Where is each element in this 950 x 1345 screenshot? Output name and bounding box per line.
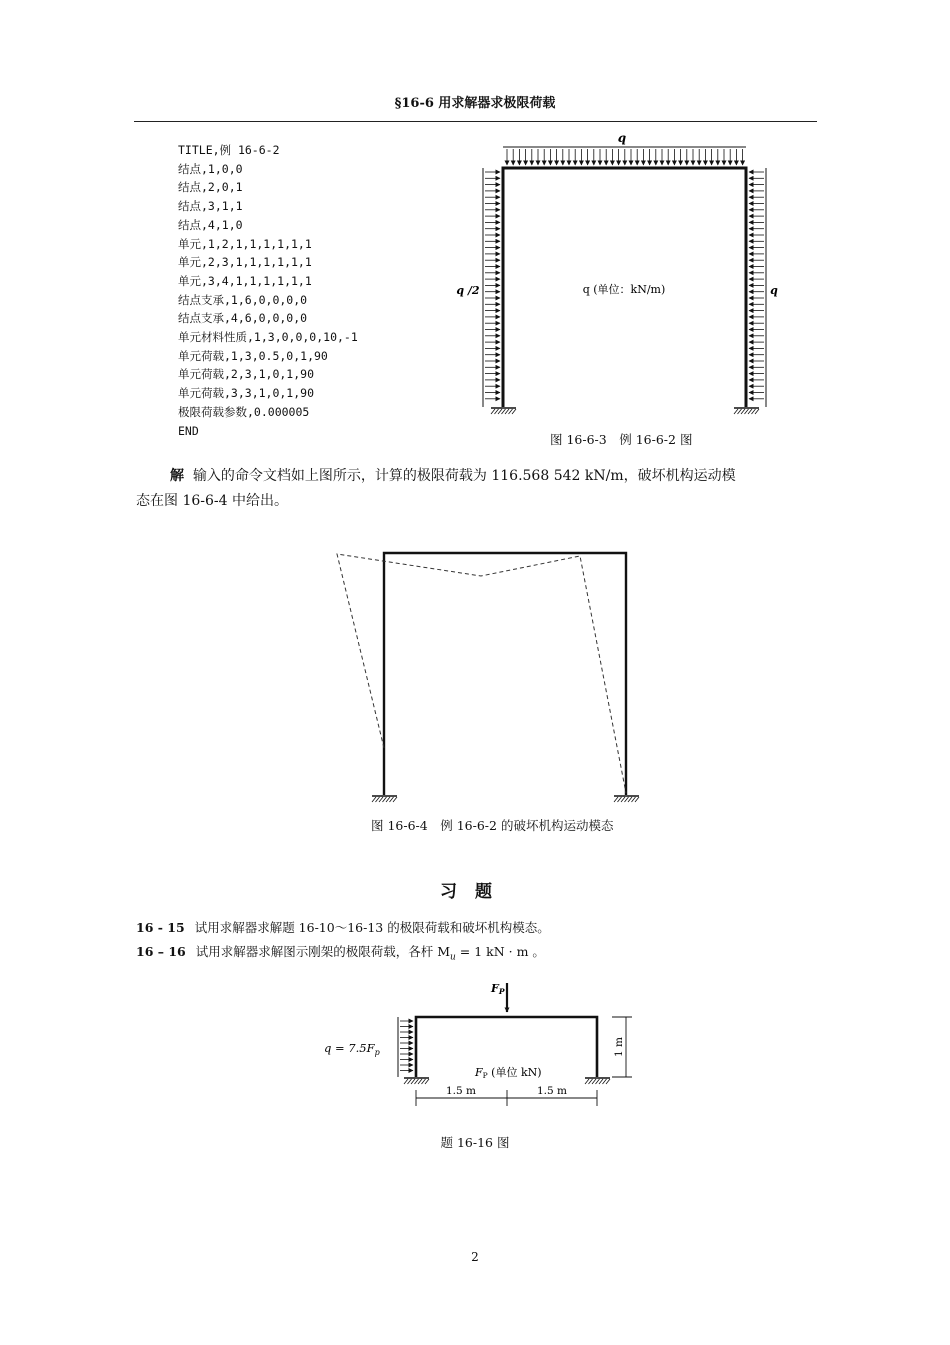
exercises-title: 习题 [440, 882, 510, 902]
figure-16-16 [324, 982, 632, 1106]
code-line: 单元荷载,2,3,1,0,1,90 [178, 367, 315, 382]
code-line: 单元荷载,1,3,0.5,0,1,90 [178, 348, 328, 363]
label-q-half: q /2 [456, 284, 480, 297]
code-line: 单元,2,3,1,1,1,1,1,1 [178, 255, 312, 270]
support-hatch [614, 797, 618, 802]
solution-text-2: 态在图 16-6-4 中给出。 [136, 493, 288, 509]
code-line: 结点,1,0,0 [178, 161, 243, 176]
support-hatch [502, 409, 506, 414]
support-hatch [748, 409, 752, 414]
solution-text-1: 输入的命令文档如上图所示，计算的极限荷载为 116.568 542 kN/m，破坏机构运动模 [192, 468, 736, 484]
exercise-16-16 [136, 942, 545, 963]
q-label: $q = 7.5F_p$ [324, 1041, 380, 1057]
support-hatch [738, 409, 742, 414]
support-hatch [752, 409, 756, 414]
support-hatch [589, 1079, 593, 1084]
support-hatch [383, 797, 387, 802]
support-hatch [632, 797, 636, 802]
point-load-label: FP [491, 982, 505, 996]
dim-left: 1.5 m [446, 1085, 476, 1097]
solution-paragraph [136, 464, 816, 514]
support-hatch [393, 797, 397, 802]
support-hatch [372, 797, 376, 802]
exercise-number: 16 - 15 [136, 920, 185, 935]
header-rule [134, 121, 817, 122]
unit-label: FP (单位 kN) [475, 1066, 542, 1080]
support-hatch [755, 409, 759, 414]
figure-16-6-4 [337, 553, 639, 802]
exercise-text: 试用求解器求解题 16-10～16-13 的极限荷载和破坏机构模态。 [194, 920, 550, 935]
support-hatch [625, 797, 629, 802]
figure-16-6-4-caption: 图 16-6-4 例 16-6-2 的破坏机构运动模态 [371, 818, 614, 833]
support-hatch [390, 797, 394, 802]
support-hatch [628, 797, 632, 802]
code-line: 单元,3,4,1,1,1,1,1,1 [178, 273, 312, 288]
fixed-support-right-fig1 [734, 408, 759, 414]
exercise-text: 试用求解器求解图示刚架的极限荷载，各杆 M [195, 944, 451, 959]
distributed-load-arrows [485, 149, 764, 399]
support-hatch [379, 797, 383, 802]
code-line: 单元材料性质,1,3,0,0,0,10,-1 [178, 330, 358, 345]
support-hatch [495, 409, 499, 414]
support-hatch [408, 1079, 412, 1084]
support-hatch [734, 409, 738, 414]
original-frame [384, 553, 626, 795]
support-hatch [386, 797, 390, 802]
frame-fig3 [416, 1017, 597, 1077]
support-hatch [745, 409, 749, 414]
code-line: END [178, 423, 199, 438]
code-line: 结点,2,0,1 [178, 180, 243, 195]
code-line: 单元,1,2,1,1,1,1,1,1 [178, 236, 312, 251]
code-line: 结点支承,1,6,0,0,0,0 [178, 292, 308, 307]
dim-height: 1 m [613, 1037, 625, 1057]
command-listing [178, 141, 358, 440]
support-hatch [425, 1079, 429, 1084]
figure-16-6-3-caption: 图 16-6-3 例 16-6-2 图 [550, 432, 693, 447]
running-header: §16-6 用求解器求极限荷载 [394, 96, 556, 111]
exercise-16-15 [136, 918, 550, 936]
support-hatch [603, 1079, 607, 1084]
code-line: 结点,4,1,0 [178, 217, 243, 232]
support-hatch [509, 409, 513, 414]
support-hatch [618, 797, 622, 802]
dimension-lines [416, 1017, 632, 1106]
support-hatch [404, 1079, 408, 1084]
code-line: TITLE,例 16-6-2 [178, 143, 280, 157]
exercise-number: 16 – 16 [136, 944, 186, 959]
support-hatch [498, 409, 502, 414]
solution-lead: 解 [170, 468, 184, 484]
support-hatch [596, 1079, 600, 1084]
support-hatch [635, 797, 639, 802]
support-hatch [376, 797, 380, 802]
support-hatch [592, 1079, 596, 1084]
support-hatch [741, 409, 745, 414]
support-hatch [411, 1079, 415, 1084]
support-hatch [621, 797, 625, 802]
fixed-support-left-fig1 [491, 408, 516, 414]
code-line: 结点,3,1,1 [178, 199, 243, 214]
exercise-tail: = 1 kN · m 。 [455, 944, 545, 959]
support-hatch [599, 1079, 603, 1084]
exercise-subscript: u [450, 952, 456, 963]
code-line: 极限荷载参数,0.000005 [178, 404, 310, 419]
support-hatch [491, 409, 495, 414]
code-line: 单元荷载,3,3,1,0,1,90 [178, 386, 315, 401]
support-hatch [585, 1079, 589, 1084]
label-q-right: q [770, 284, 778, 297]
support-hatch [505, 409, 509, 414]
code-line: 结点支承,4,6,0,0,0,0 [178, 311, 308, 326]
dim-right: 1.5 m [537, 1085, 567, 1097]
support-hatch [606, 1079, 610, 1084]
support-hatch [512, 409, 516, 414]
label-q-top: q [617, 131, 627, 145]
page-number: 2 [471, 1250, 479, 1264]
figure-16-16-caption: 题 16-16 图 [440, 1135, 510, 1150]
label-unit: q (单位：kN/m) [582, 283, 666, 296]
support-hatch [415, 1079, 419, 1084]
mechanism-mode-shape [337, 554, 626, 793]
frame-fig1 [483, 147, 766, 407]
support-hatch [418, 1079, 422, 1084]
support-hatch [422, 1079, 426, 1084]
distributed-load-arrows-fig3 [400, 1021, 413, 1071]
